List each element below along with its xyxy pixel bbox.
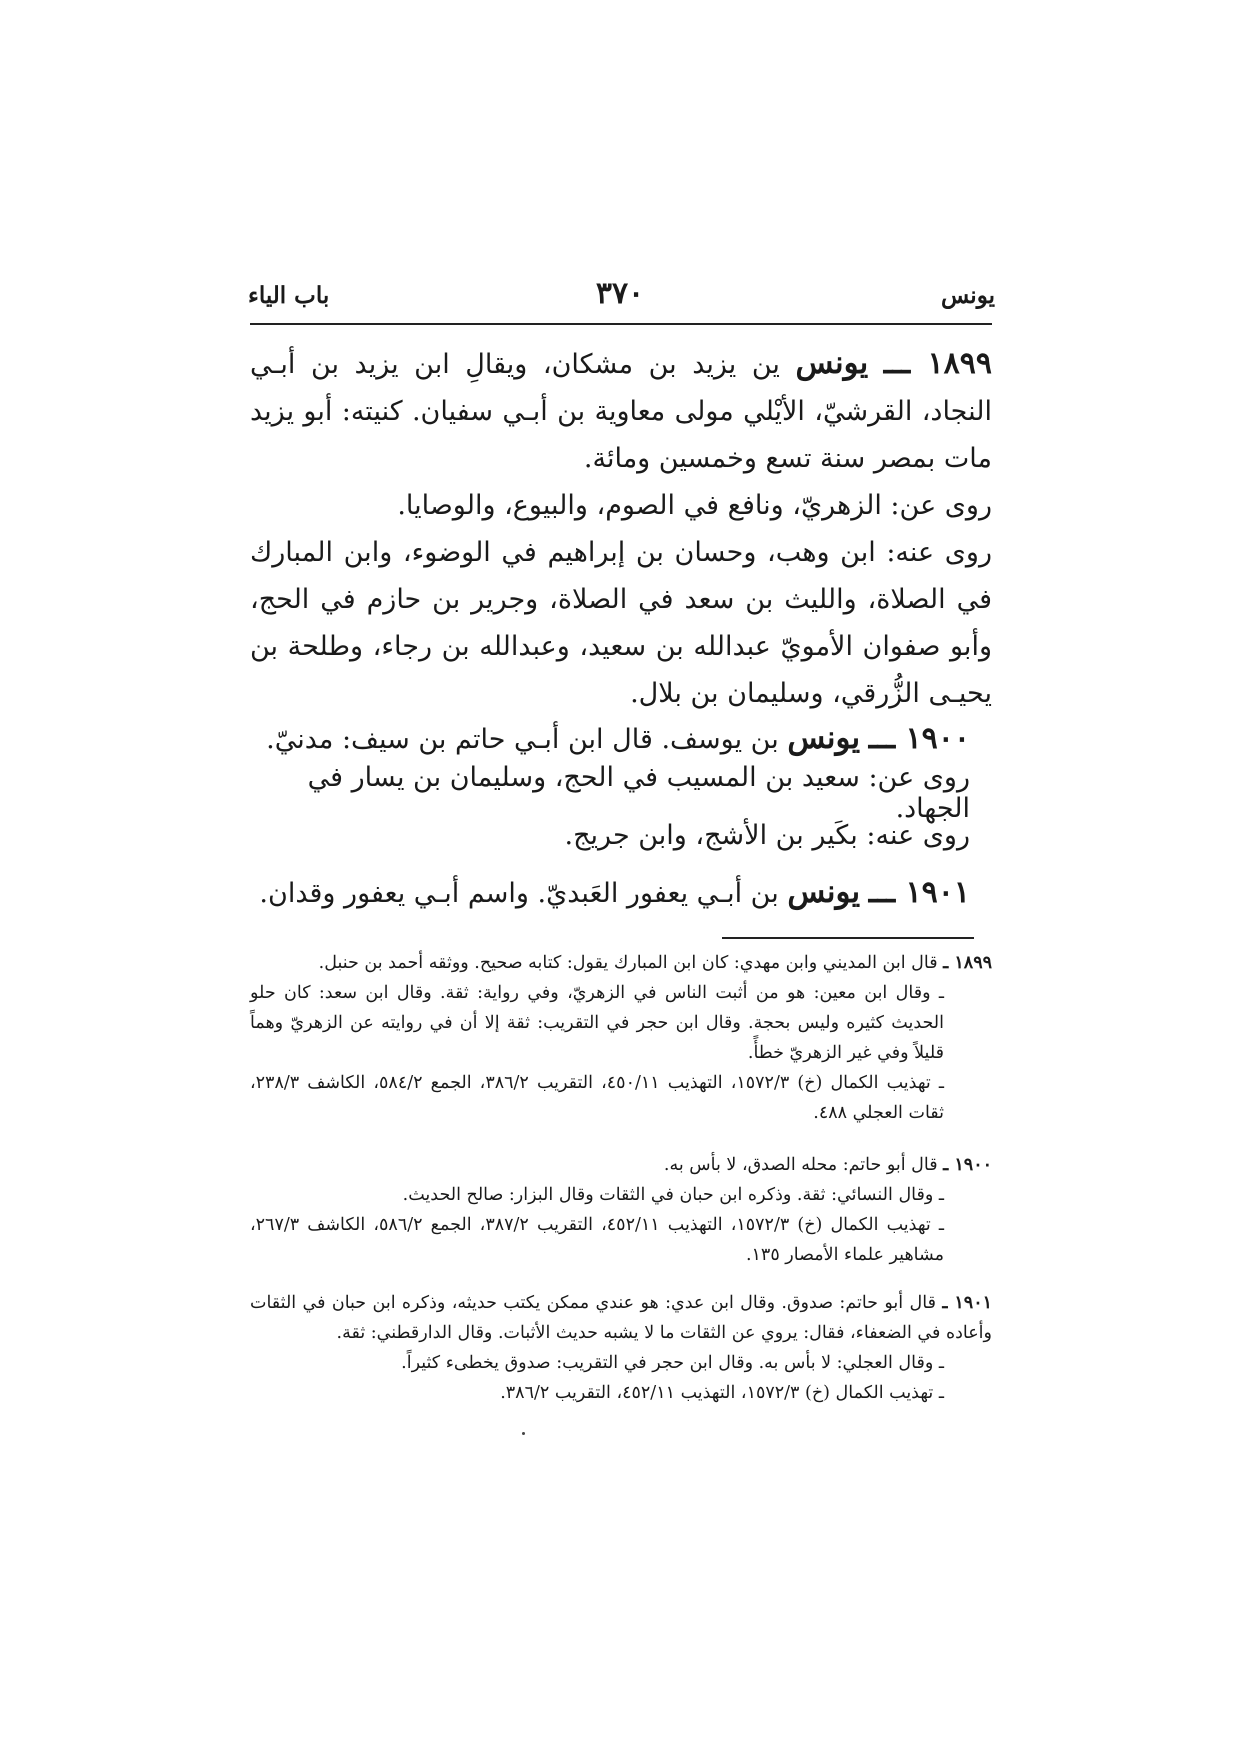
footnote-line: ـ تهذيب الكمال (خ) ١٥٧٢/٣، التهذيب ٤٥٠/١١، التقريب ٣٨٦/٢، الجمع ٥٨٤/٢، الكاشف ٢٣٨/٣، ثقات العجلي ٤٨٨. [250,1073,945,1123]
footnote-line: ـ وقال النسائي: ثقة. وذكره ابن حبان في الثقات وقال البزار: صالح الحديث. [402,1185,944,1205]
entry-name: يونس [795,345,869,381]
footnote-line: ـ وقال ابن معين: هو من أثبت الناس في الزهريّ، وفي رواية: ثقة. وقال ابن سعد: كان حلو الحديث كثيره وليس بحجة. وقال ابن حجر في التقريب: ثقة إلا أن في روايته عن الزهريّ وهماً قليلاً وفي غير الزهريّ خطأً. [250,983,944,1063]
running-head-chapter: باب الياء [248,282,330,309]
running-head-title: يونس [940,282,995,309]
footnote-line: ـ تهذيب الكمال (خ) ١٥٧٢/٣، التهذيب ٤٥٢/١١، التقريب ٣٨٧/٢، الجمع ٥٨٦/٢، الكاشف ٢٦٧/٣، مشاهير علماء الأمصار ١٣٥. [250,1215,945,1265]
entry-name: يونس [787,874,861,910]
footnote-1901 [250,1288,992,1408]
footnote-line: قال أبو حاتم: محله الصدق، لا بأس به. [663,1155,938,1175]
footnote-number: ١٨٩٩ ـ [943,953,992,973]
entry-text: بن أبـي يعفور العَبديّ. واسم أبـي يعفور وقدان. [259,878,779,909]
footnote-1899 [250,948,992,1128]
entry-1899 [250,340,992,717]
footnote-rule [722,937,974,939]
rawa-an: روى عن: الزهريّ، ونافع في الصوم، والبيوع، والوصايا. [397,490,992,521]
stray-dot [522,1432,525,1435]
entry-number: ١٨٩٩ ـــ [883,346,992,381]
footnote-line: قال ابن المديني وابن مهدي: كان ابن المبارك يقول: كتابه صحيح. ووثقه أحمد بن حنبل. [318,953,938,973]
footnote-line: ـ تهذيب الكمال (خ) ١٥٧٢/٣، التهذيب ٤٥٢/١١، التقريب ٣٨٦/٢. [500,1383,944,1403]
entry-number: ١٩٠١ ـــ [868,875,970,910]
header-rule [250,323,992,325]
rawa-an: روى عن: سعيد بن المسيب في الحج، وسليمان بن يسار في الجهاد. [307,762,970,824]
footnote-line: ـ وقال العجلي: لا بأس به. وقال ابن حجر في التقريب: صدوق يخطىء كثيراً. [401,1353,944,1373]
entry-1900 [250,715,970,763]
entry-text: ين يزيد بن مشكان، ويقالِ ابن يزيد بن أبـي النجاد، القرشيّ، الأيْلي مولى معاوية بن أبـي سفيان. كنيته: أبو يزيد مات بمصر سنة تسع وخمسين ومائة. [250,349,992,474]
entry-number: ١٩٠٠ ـــ [868,721,970,756]
footnote-1900 [250,1150,992,1270]
entry-1901 [250,874,970,910]
rawa-anhu: روى عنه: بكَير بن الأشج، وابن جريج. [564,820,970,851]
footnote-number: ١٩٠١ ـ [942,1293,992,1313]
rawa-anhu: روى عنه: ابن وهب، وحسان بن إبراهيم في الوضوء، وابن المبارك في الصلاة، والليث بن سعد في الصلاة، وجرير بن حازم في الحج، وأبو صفوان الأمويّ عبدالله بن سعيد، وعبدالله بن رجاء، وطلحة بن يحيـى الزُّرقي، وسليمان بن بلال. [250,537,992,709]
entry-text: بن يوسف. قال ابن أبـي حاتم بن سيف: مدنيّ. [266,724,779,755]
footnote-number: ١٩٠٠ ـ [943,1155,992,1175]
page-number: ٣٧٠ [595,276,645,311]
entry-name: يونس [787,720,861,756]
footnote-line: قال أبو حاتم: صدوق. وقال ابن عدي: هو عندي ممكن يكتب حديثه، وذكره ابن حبان في الثقات وأعاده في الضعفاء، فقال: يروي عن الثقات ما لا يشبه حديث الأثبات. وقال الدارقطني: ثقة. [250,1293,992,1343]
